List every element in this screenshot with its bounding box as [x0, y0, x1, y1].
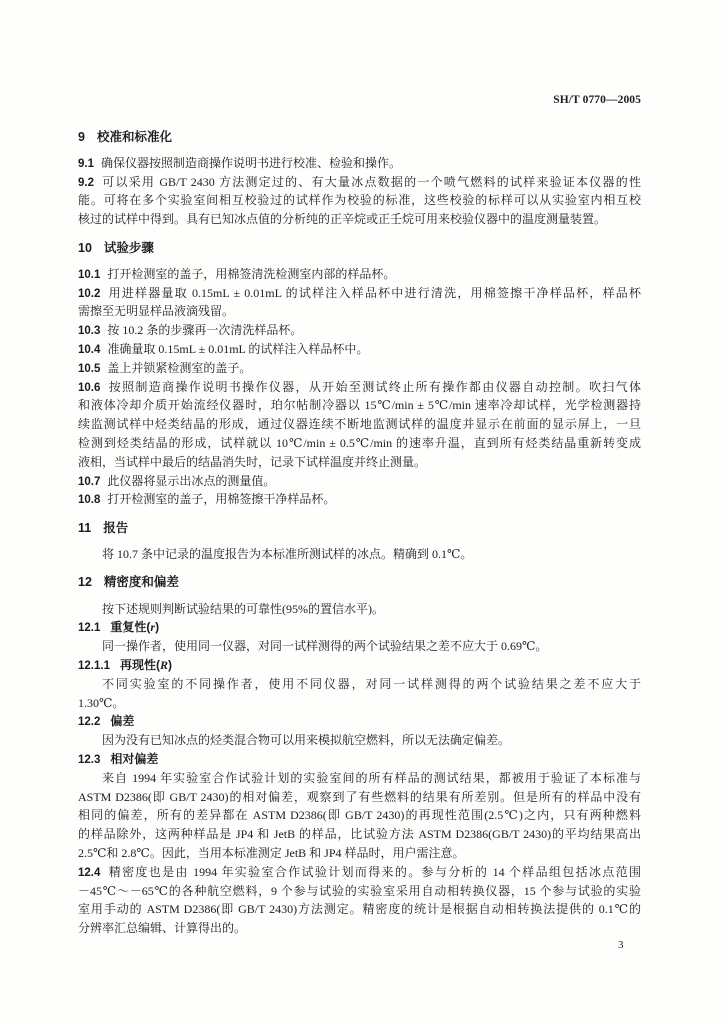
subclause-title: 相对偏差	[110, 752, 159, 766]
precision-intro-line-1: 按下述规则判断试验结果的可靠性(95%的置信水平)。	[102, 601, 384, 616]
clause-12-4-line-1	[78, 863, 641, 882]
clause-10-6-line-2: 和液体冷却介质开始流经仪器时，珀尔帖制冷器以 15℃/min ± 5℃/min 速率冷却试样，光学检测器持	[78, 398, 641, 413]
clause-number: 12.3	[78, 754, 101, 766]
clause-number: 9.1	[78, 157, 94, 170]
clause-text: 用进样器量取 0.15mL ± 0.01mL 的试样注入样品杯中进行清洗，用棉签擦干净样品杯，样品杯	[107, 285, 641, 300]
section-number: 12	[78, 575, 92, 590]
section-heading-11	[78, 519, 641, 538]
clause-text: 准确量取 0.15mL ± 0.01mL 的试样注入样品杯中。	[107, 342, 369, 357]
clause-9-2-line-2: 能。可将在多个实验室间相互校验过的试样作为校验的标准，这些校验的标样可以从实验室内相互校	[78, 193, 641, 208]
clause-12-1-1-line-1: 不同实验室的不同操作者，使用不同仪器，对同一试样测得的两个试验结果之差不应大于	[102, 676, 641, 691]
section-heading-9	[78, 128, 641, 147]
clause-12-1-line-1: 同一操作者，使用同一仪器，对同一试样测得的两个试验结果之差不应大于 0.69℃。	[102, 639, 548, 654]
clause-text: 可以采用 GB/T 2430 方法测定过的、有大量冰点数据的一个喷气燃料的试样来验证本仪器的性	[101, 174, 641, 189]
clause-number: 10.5	[78, 362, 101, 375]
clause-number: 10.1	[78, 268, 101, 281]
clause-10-6-line-5: 液相，当试样中最后的结晶消失时，记录下试样温度并终止测量。	[78, 454, 427, 469]
clause-9-2-line-1	[78, 173, 641, 192]
clause-10-8-line-1	[78, 490, 641, 509]
symbol-r: r	[150, 620, 156, 635]
clause-10-2-line-2: 需擦至无明显样品液滴残留。	[78, 304, 235, 319]
clause-12-2-line-1: 因为没有已知冰点的烃类混合物可以用来模拟航空燃料，所以无法确定偏差。	[102, 733, 511, 748]
section-number: 11	[78, 520, 92, 535]
clause-12-3-line-4: 的样品除外，这两种样品是 JP4 和 JetB 的样品，比试验方法 ASTM D2386(GB/T 2430)的平均结果高出	[78, 827, 641, 842]
clause-number: 12.1	[78, 622, 101, 635]
subclause-heading-12-2	[78, 712, 641, 731]
clause-10-6-line-3: 续监测试样中烃类结晶的形成，通过仪器连续不断地监测试样的温度并显示在前面的显示屏上，一旦	[78, 417, 641, 432]
clause-12-4-line-3: 室用手动的 ASTM D2386(即 GB/T 2430)方法测定。精密度的统计是根据自动相转换法提供的 0.1℃的	[78, 902, 641, 917]
clause-9-1-line-1	[78, 154, 641, 173]
clause-12-3-line-2: ASTM D2386(即 GB/T 2430)的相对偏差，观察到了有些燃料的结果有所差别。但是所有的样品中没有	[78, 789, 641, 804]
symbol-R: R	[159, 658, 168, 673]
clause-10-6-line-4: 检测到烃类结晶的形成，试样就以 10℃/min ± 0.5℃/min 的速率升温，直到所有烃类结晶重新转变成	[78, 436, 641, 451]
clause-number: 10.6	[78, 381, 101, 394]
page-number: 3	[618, 939, 624, 951]
section-title: 报告	[103, 520, 129, 535]
clause-10-3-line-1	[78, 321, 641, 340]
clause-12-3-line-3: 相同的偏差，所有的差异都在 ASTM D2386(即 GB/T 2430)的再现性范围(2.5℃)之内，只有两种燃料	[78, 808, 641, 823]
clause-number: 10.2	[78, 287, 101, 300]
report-paragraph-line-1: 将 10.7 条中记录的温度报告为本标准所测试样的冰点。精确到 0.1℃。	[102, 547, 473, 562]
subclause-title: 重复性(	[110, 620, 151, 635]
clause-number: 10.7	[78, 475, 101, 488]
clause-number: 12.2	[78, 716, 101, 729]
subclause-title-close: )	[155, 620, 160, 635]
subclause-heading-12-3	[78, 750, 641, 769]
subclause-title: 再现性(	[119, 658, 160, 673]
standard-code-header: SH/T 0770—2005	[553, 94, 641, 106]
clause-text: 精密度也是由 1994 年实验室合作试验计划而得来的。参与分析的 14 个样品组包括冰点范围	[107, 864, 641, 879]
clause-text: 打开检测室的盖子，用棉签清洗检测室内部的样品杯。	[107, 266, 396, 281]
clause-10-5-line-1	[78, 359, 641, 378]
clause-text: 盖上并锁紧检测室的盖子。	[107, 360, 252, 375]
clause-12-3-line-5: 2.5℃和 2.8℃。因此，当用本标准测定 JetB 和 JP4 样品时，用户需注意。	[78, 845, 465, 860]
clause-9-2-line-3: 核过的试样中得到。具有已知冰点值的分析纯的正辛烷或正壬烷可用来校验仪器中的温度测量装置。	[78, 212, 607, 227]
clause-text: 此仪器将显示出冰点的测量值。	[107, 473, 276, 488]
subclause-title-close: )	[168, 658, 172, 673]
document-body	[78, 128, 641, 938]
clause-number: 10.8	[78, 494, 101, 507]
section-heading-12	[78, 573, 641, 592]
clause-10-2-line-1	[78, 284, 641, 303]
clause-12-4-line-4: 分辨率汇总编辑、计算得出的。	[78, 921, 247, 936]
clause-text: 打开检测室的盖子，用棉签擦干净样品杯。	[107, 492, 336, 507]
clause-12-3-line-1: 来自 1994 年实验室合作试验计划的实验室间的所有样品的测试结果，都被用于验证了本标准与	[102, 770, 641, 785]
section-title: 试验步骤	[103, 240, 154, 255]
section-title: 精密度和偏差	[103, 575, 179, 590]
clause-12-1-1-line-2: 1.30℃。	[78, 695, 125, 710]
clause-text: 按照制造商操作说明书操作仪器，从开始至测试终止所有操作都由仪器自动控制。吹扫气体	[107, 379, 641, 394]
subclause-heading-12-1-1	[78, 656, 641, 675]
section-title: 校准和标准化	[96, 129, 172, 144]
clause-10-4-line-1	[78, 340, 641, 359]
clause-number: 9.2	[78, 176, 94, 189]
clause-10-1-line-1	[78, 265, 641, 284]
section-number: 9	[78, 129, 85, 144]
clause-number: 12.1.1	[78, 660, 110, 673]
section-heading-10	[78, 239, 641, 258]
clause-text: 确保仪器按照制造商操作说明书进行校准、检验和操作。	[101, 155, 402, 170]
clause-10-7-line-1	[78, 472, 641, 491]
clause-number: 10.3	[78, 325, 101, 338]
clause-text: 按 10.2 条的步骤再一次清洗样品杯。	[107, 323, 303, 338]
clause-number: 10.4	[78, 344, 101, 357]
subclause-title: 偏差	[110, 714, 135, 729]
subclause-heading-12-1	[78, 618, 641, 637]
clause-number: 12.4	[78, 866, 101, 879]
clause-10-6-line-1	[78, 378, 641, 397]
clause-12-4-line-2: －45℃～－65℃的各种航空燃料，9 个参与试验的实验室采用自动相转换仪器，15 个参与试验的实验	[78, 883, 641, 898]
section-number: 10	[78, 240, 92, 255]
